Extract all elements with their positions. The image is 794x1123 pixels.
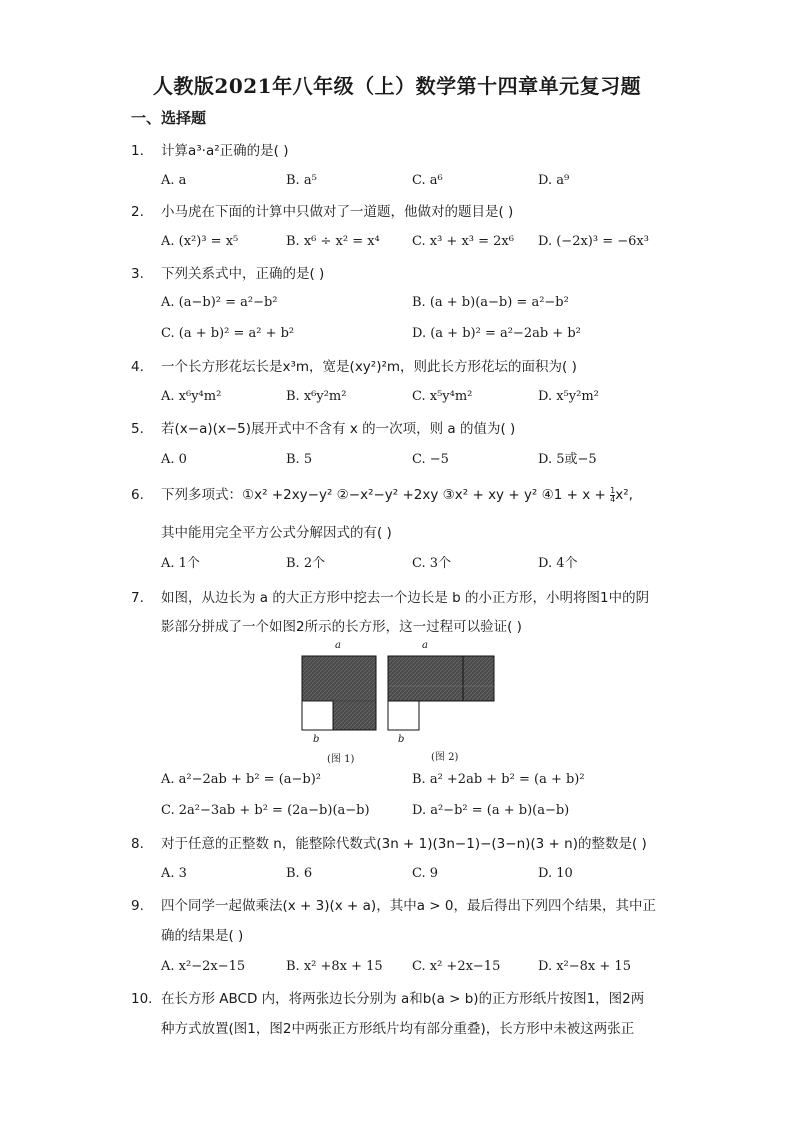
- question-stem: 对于任意的正整数 n，能整除代数式(3n + 1)(3n−1)−(3−n)(3 + n)的整数是( ): [161, 836, 647, 852]
- question-number: 8.: [131, 836, 144, 852]
- option-c: C. a⁶: [412, 173, 443, 188]
- option-a: A. 0: [161, 452, 187, 467]
- figure2-rectangle: [388, 656, 494, 701]
- figure2-label-b: b: [398, 734, 405, 745]
- option-d: D. (a + b)² = a²−2ab + b²: [412, 326, 581, 341]
- option-c: C. 3个: [412, 556, 452, 571]
- question-stem-tail: x²,: [615, 487, 633, 503]
- option-b: B. 6: [286, 866, 313, 881]
- option-d: D. 10: [538, 866, 573, 881]
- question-stem: 在长方形 ABCD 内，将两张边长分别为 a和b(a > b)的正方形纸片按图1，图2两: [161, 991, 645, 1007]
- question-number: 2.: [131, 204, 144, 220]
- option-a: A. x⁶y⁴m²: [161, 389, 222, 404]
- option-b: B. x⁶ ÷ x² = x⁴: [286, 234, 380, 249]
- option-d: D. a⁹: [538, 173, 570, 188]
- question-9: [131, 896, 656, 916]
- figure2-label-a: a: [422, 640, 428, 651]
- question-number: 3.: [131, 266, 144, 282]
- option-c: C. 2a²−3ab + b² = (2a−b)(a−b): [161, 803, 370, 818]
- question-stem-line2: 种方式放置(图1，图2中两张正方形纸片均有部分重叠)，长方形中未被这两张正: [161, 1021, 635, 1037]
- question-4: [131, 357, 577, 377]
- option-b: B. 5: [286, 452, 313, 467]
- option-c: C. −5: [412, 452, 449, 467]
- geometry-figure: [300, 640, 500, 765]
- figure2-caption: (图 2): [431, 752, 459, 763]
- figure1-small-square: [302, 701, 333, 730]
- option-a: A. (a−b)² = a²−b²: [161, 295, 278, 310]
- option-c: C. x² +2x−15: [412, 959, 501, 974]
- option-c: C. (a + b)² = a² + b²: [161, 326, 295, 341]
- option-b: B. x² +8x + 15: [286, 959, 383, 974]
- option-b: B. x⁶y²m²: [286, 389, 347, 404]
- question-number: 7.: [131, 590, 144, 606]
- question-stem: 一个长方形花坛长是x³m，宽是(xy²)²m，则此长方形花坛的面积为( ): [161, 359, 577, 375]
- option-a: A. 3: [161, 866, 187, 881]
- question-10: [131, 989, 644, 1009]
- page-title: 人教版2021年八年级（上）数学第十四章单元复习题: [152, 74, 642, 98]
- question-6: [131, 485, 633, 505]
- question-stem: 小马虎在下面的计算中只做对了一道题，他做对的题目是( ): [161, 204, 514, 220]
- question-stem: 如图，从边长为 a 的大正方形中挖去一个边长是 b 的小正方形，小明将图1中的阴: [161, 590, 650, 606]
- question-1: [131, 141, 289, 161]
- option-b: B. a² +2ab + b² = (a + b)²: [412, 772, 585, 787]
- question-stem: 若(x−a)(x−5)展开式中不含有 x 的一次项，则 a 的值为( ): [161, 421, 516, 437]
- option-d: D. (−2x)³ = −6x³: [538, 234, 649, 249]
- question-number: 1.: [131, 143, 144, 159]
- section-heading: 一、选择题: [131, 109, 207, 127]
- option-d: D. a²−b² = (a + b)(a−b): [412, 803, 570, 818]
- question-2: [131, 202, 513, 222]
- option-d: D. 4个: [538, 556, 578, 571]
- option-b: B. (a + b)(a−b) = a²−b²: [412, 295, 569, 310]
- option-d: D. 5或−5: [538, 452, 597, 467]
- figure1-label-a: a: [335, 640, 341, 651]
- option-c: C. x³ + x³ = 2x⁶: [412, 234, 514, 249]
- question-number: 5.: [131, 421, 144, 437]
- question-stem: 计算a³·a²正确的是( ): [161, 143, 289, 159]
- question-8: [131, 834, 647, 854]
- question-3: [131, 264, 324, 284]
- option-a: A. x²−2x−15: [161, 959, 246, 974]
- option-a: A. 1个: [161, 556, 200, 571]
- option-b: B. 2个: [286, 556, 326, 571]
- question-stem: 下列关系式中，正确的是( ): [161, 266, 325, 282]
- question-stem-line2: 确的结果是( ): [161, 928, 244, 944]
- question-number: 6.: [131, 487, 144, 503]
- question-stem-line2: 其中能用完全平方公式分解因式的有( ): [161, 525, 392, 541]
- option-a: A. (x²)³ = x⁵: [161, 234, 239, 249]
- option-d: D. x²−8x + 15: [538, 959, 631, 974]
- option-b: B. a⁵: [286, 173, 317, 188]
- question-stem: 四个同学一起做乘法(x + 3)(x + a)，其中a > 0，最后得出下列四个结果，其中正: [161, 898, 656, 914]
- option-a: A. a²−2ab + b² = (a−b)²: [161, 772, 322, 787]
- question-5: [131, 419, 515, 439]
- question-number: 9.: [131, 898, 144, 914]
- option-c: C. 9: [412, 866, 439, 881]
- option-d: D. x⁵y²m²: [538, 389, 599, 404]
- question-number: 4.: [131, 359, 144, 375]
- question-stem-line2: 影部分拼成了一个如图2所示的长方形，这一过程可以验证( ): [161, 619, 522, 635]
- option-c: C. x⁵y⁴m²: [412, 389, 473, 404]
- fraction: $\frac{1}{4}$: [610, 485, 616, 504]
- figure1-label-b: b: [313, 734, 320, 745]
- figure1-caption: (图 1): [327, 754, 355, 765]
- question-number: 10.: [131, 991, 153, 1007]
- figure-drawing: [300, 640, 500, 765]
- question-stem: 下列多项式：①x² +2xy−y² ②−x²−y² +2xy ③x² + xy + y² ④1 + x +: [161, 487, 611, 503]
- option-a: A. a: [161, 173, 187, 188]
- figure2-small-square: [388, 701, 419, 730]
- question-7: [131, 588, 649, 608]
